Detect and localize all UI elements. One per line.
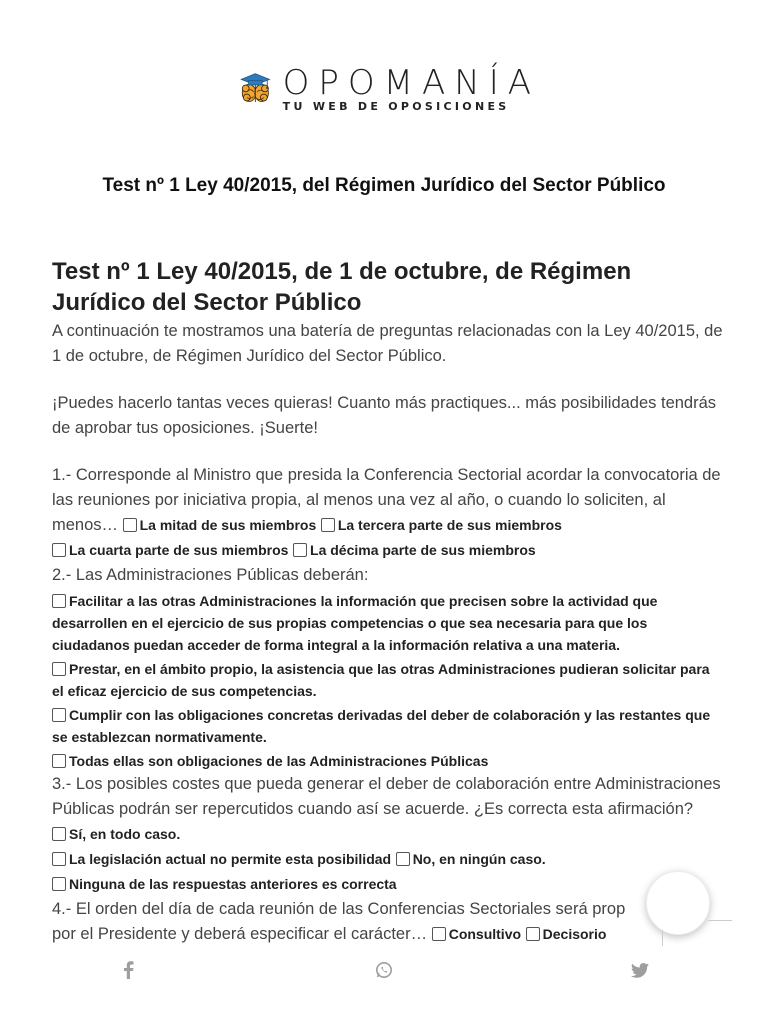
- divider: [708, 920, 732, 921]
- answer-option[interactable]: La cuarta parte de sus miembros: [52, 542, 288, 558]
- facebook-icon[interactable]: [108, 955, 148, 985]
- question-text: 2.- Las Administraciones Públicas deberán:: [52, 566, 369, 584]
- whatsapp-icon[interactable]: [364, 955, 404, 985]
- article-title: Test nº 1 Ley 40/2015, de 1 de octubre, de Régimen Jurídico del Sector Público: [52, 258, 632, 316]
- question-3: [52, 772, 724, 897]
- checkbox[interactable]: [321, 518, 335, 532]
- checkbox[interactable]: [52, 662, 66, 676]
- article-content: [52, 256, 724, 947]
- answer-option[interactable]: La legislación actual no permite esta posibilidad: [52, 851, 391, 867]
- checkbox[interactable]: [52, 852, 66, 866]
- answer-option[interactable]: Cumplir con las obligaciones concretas derivadas del deber de colaboración y las restantes que se establezcan normativamente.: [52, 707, 711, 745]
- answer-option[interactable]: Sí, en todo caso.: [52, 826, 180, 842]
- graduation-brain-icon: [240, 60, 271, 118]
- intro-paragraph: A continuación te mostramos una batería de preguntas relacionadas con la Ley 40/2015, de 1 de octubre, de Régimen Jurídico del Sector Público.: [52, 322, 723, 365]
- checkbox[interactable]: [52, 594, 66, 608]
- answer-option[interactable]: Ninguna de las respuestas anteriores es correcta: [52, 876, 397, 892]
- checkbox[interactable]: [52, 877, 66, 891]
- site-logo[interactable]: [240, 58, 540, 120]
- intro-paragraph: ¡Puedes hacerlo tantas veces quieras! Cuanto más practiques... más posibilidades tendrás de aprobar tus oposiciones. ¡Suerte!: [52, 394, 717, 437]
- answer-option[interactable]: Todas ellas son obligaciones de las Administraciones Públicas: [52, 750, 724, 772]
- answer-option[interactable]: La mitad de sus miembros: [123, 517, 317, 533]
- checkbox[interactable]: [293, 543, 307, 557]
- checkbox[interactable]: [432, 927, 446, 941]
- answer-option[interactable]: Prestar, en el ámbito propio, la asistencia que las otras Administraciones pudieran solicitar para el eficaz ejercicio de sus competencias.: [52, 661, 710, 699]
- divider: [662, 930, 663, 946]
- question-4: [52, 897, 724, 947]
- question-1: [52, 463, 724, 563]
- checkbox[interactable]: [396, 852, 410, 866]
- question-text-line: 4.- El orden del día de cada reunión de las Conferencias Sectoriales será prop: [52, 900, 626, 918]
- checkbox[interactable]: [123, 518, 137, 532]
- brand-tagline: TU WEB DE OPOSICIONES: [282, 100, 510, 113]
- checkbox[interactable]: [52, 708, 66, 722]
- question-2: [52, 563, 724, 772]
- twitter-icon[interactable]: [620, 955, 660, 985]
- question-text: 3.- Los posibles costes que pueda generar el deber de colaboración entre Administraciones Públicas podrán ser repercutidos cuando así se acuerde. ¿Es correcta esta afirmación?: [52, 775, 721, 818]
- checkbox[interactable]: [52, 754, 66, 768]
- brand-name: OPOMANÍA: [282, 63, 540, 103]
- floating-action-button[interactable]: [646, 871, 710, 935]
- checkbox[interactable]: [52, 827, 66, 841]
- checkbox[interactable]: [52, 543, 66, 557]
- page-title: Test nº 1 Ley 40/2015, del Régimen Jurídico del Sector Público: [102, 175, 666, 196]
- checkbox[interactable]: [526, 927, 540, 941]
- share-bar: [0, 950, 768, 990]
- answer-option[interactable]: Facilitar a las otras Administraciones la información que precisen sobre la actividad que desarrollen en el ejercicio de sus propias competencias o que sea necesaria para que los ciudadanos puedan acceder de forma integral a la información relativa a una materia.: [52, 593, 658, 653]
- question-text-line: por el Presidente y deberá especificar el carácter…: [52, 925, 428, 943]
- question-text: 1.- Corresponde al Ministro que presida la Conferencia Sectorial acordar la convocatoria de las reuniones por iniciativa propia, al menos una vez al año, o cuando lo soliciten, al menos…: [52, 466, 721, 534]
- answer-option[interactable]: La tercera parte de sus miembros: [321, 517, 562, 533]
- answer-option[interactable]: Decisorio: [526, 926, 607, 942]
- answer-option[interactable]: No, en ningún caso.: [396, 851, 546, 867]
- answer-option[interactable]: Consultivo: [432, 926, 521, 942]
- answer-option[interactable]: La décima parte de sus miembros: [293, 542, 536, 558]
